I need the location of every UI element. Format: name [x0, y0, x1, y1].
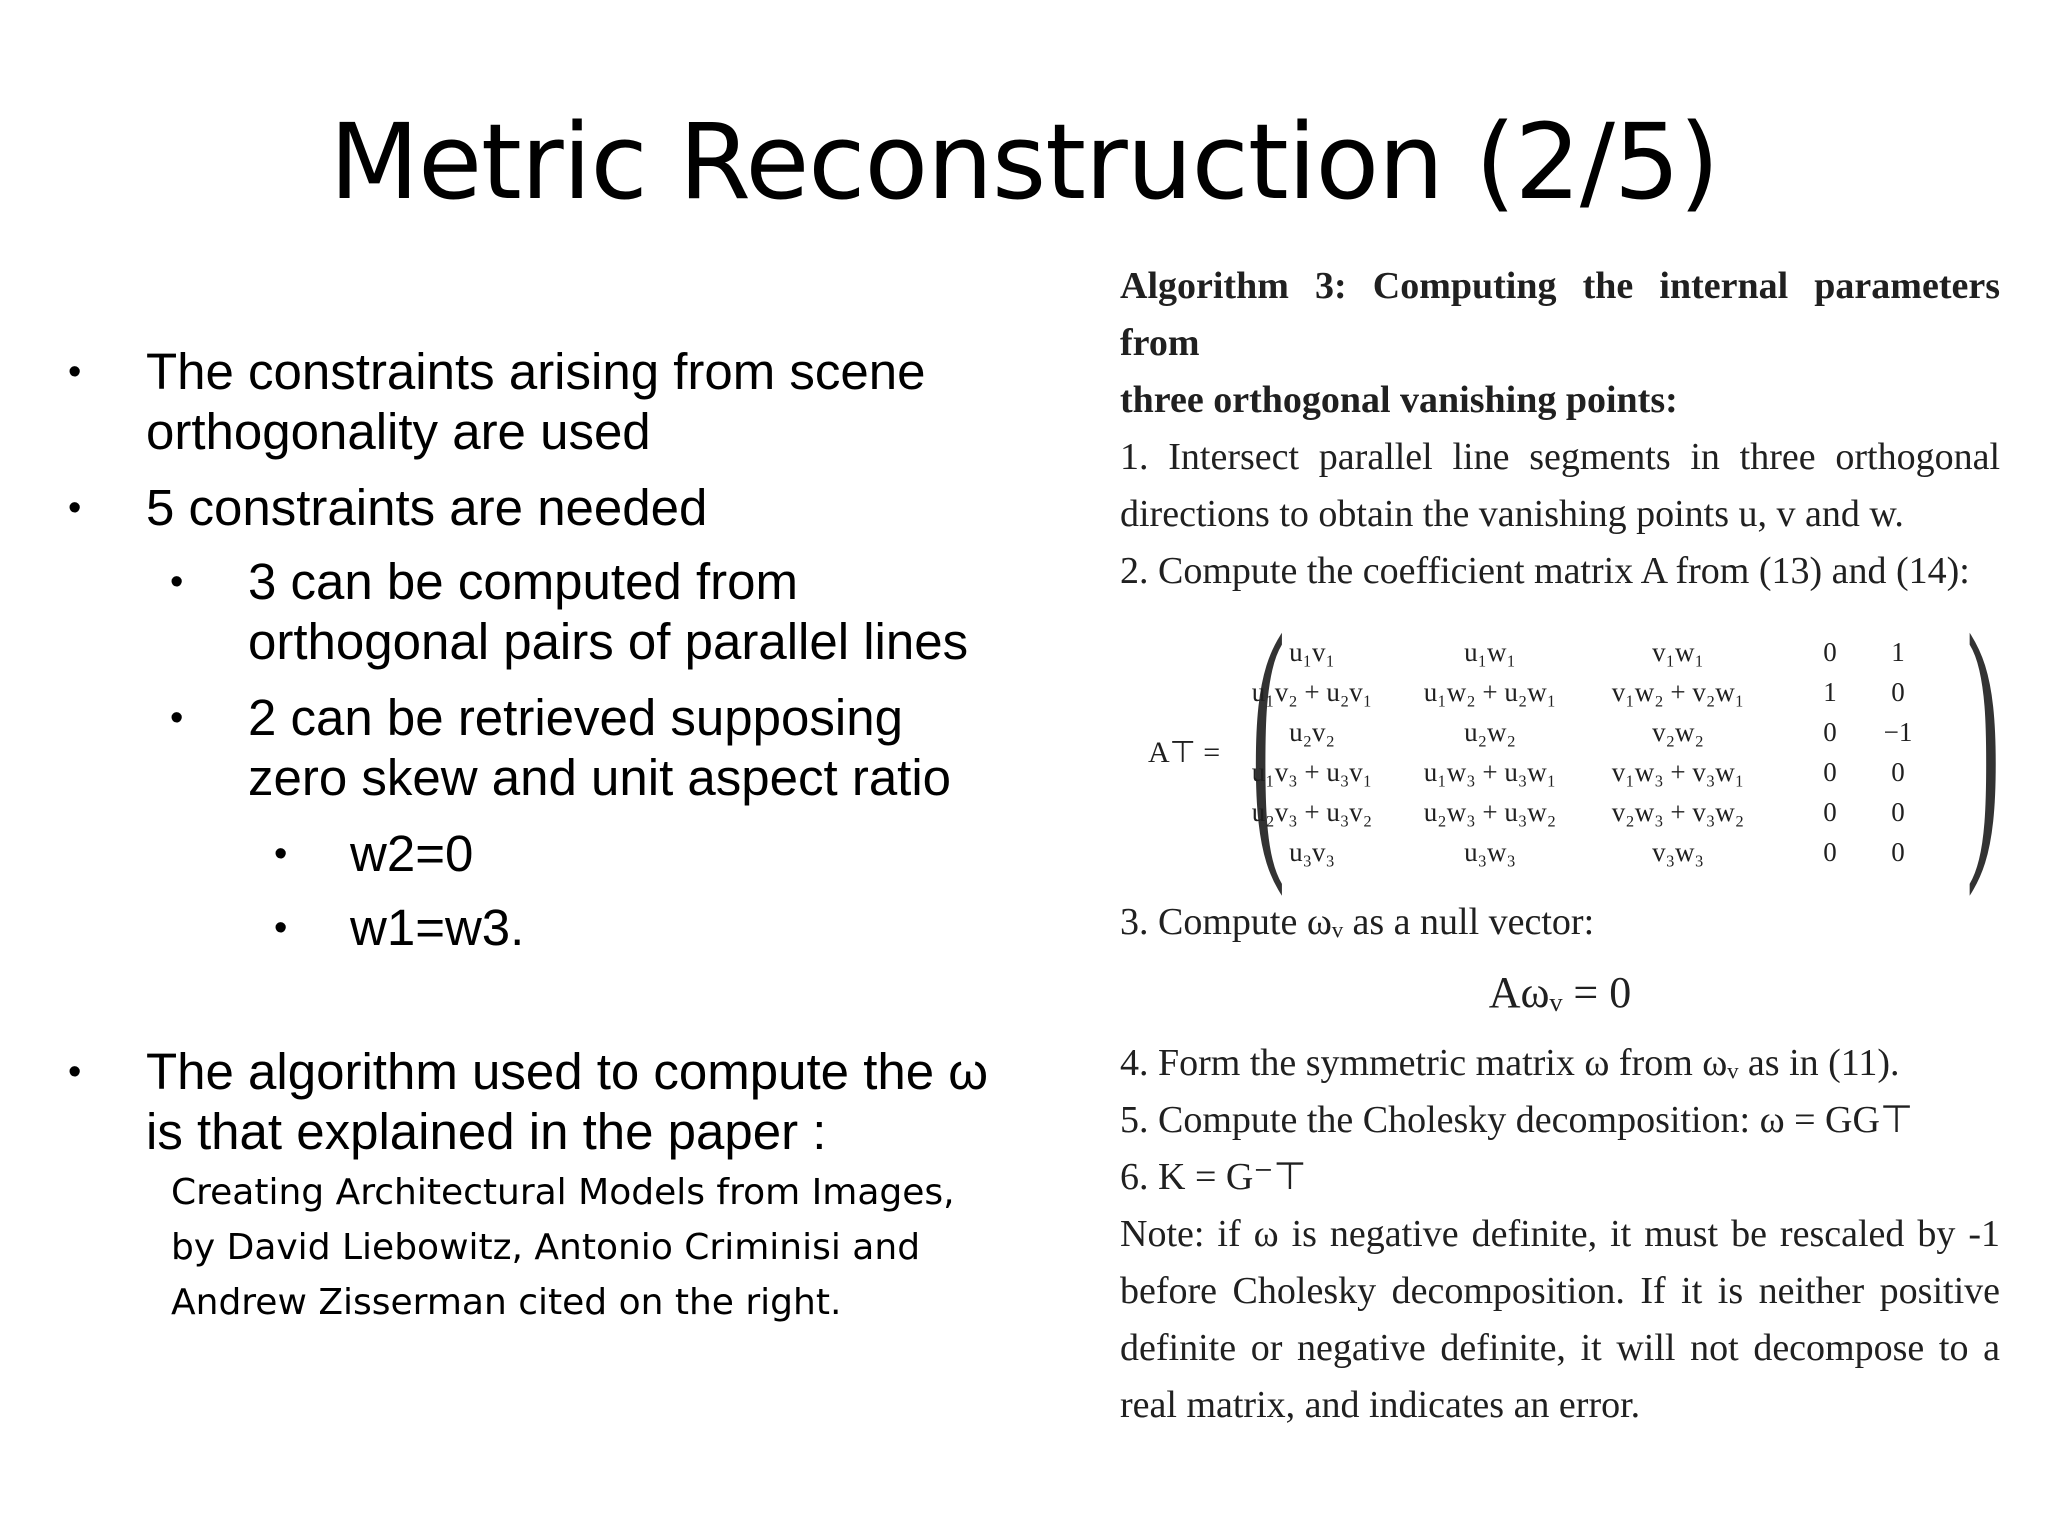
paper-reference-line-2: by David Liebowitz, Antonio Criminisi and [171, 1227, 921, 1268]
bullet-dot: • [68, 487, 82, 529]
algorithm-excerpt [1120, 258, 2000, 1434]
algorithm-step-4: 4. Form the symmetric matrix ω from ωᵥ as in (11). [1120, 1042, 1900, 1084]
matrix-right-bracket: ) [1966, 576, 2001, 897]
matrix-cell: u₁v₃ + u₃v₁ [1251, 757, 1373, 787]
matrix-cell: 0 [1823, 757, 1837, 787]
paper-reference-line-3: Andrew Zisserman cited on the right. [171, 1282, 842, 1323]
bullet-dot: • [170, 561, 184, 603]
bullet-2: 5 constraints are needed [146, 479, 708, 536]
bullet-3-line-1: The algorithm used to compute the ω [146, 1043, 989, 1100]
matrix-cell: u₁v₂ + u₂v₁ [1251, 677, 1373, 707]
matrix-cell: v₁w₁ [1652, 637, 1704, 667]
algorithm-step-3: 3. Compute ωᵥ as a null vector: [1120, 901, 1595, 943]
bullet-dot: • [274, 833, 288, 875]
null-vector-equation: Aωᵥ = 0 [1488, 968, 1632, 1017]
matrix-cell: 0 [1891, 757, 1905, 787]
matrix-cell: v₁w₂ + v₂w₁ [1611, 677, 1745, 707]
matrix-cell: u₂w₂ [1464, 717, 1516, 747]
algorithm-heading-line-1: Algorithm 3: Computing the internal parameters from [1120, 265, 2000, 364]
algorithm-note: Note: if ω is negative definite, it must be rescaled by -1 before Cholesky decomposition. If it is neither positive definite or negative definite, it will not decompose to a real matrix, and indicates an error. [1120, 1213, 2000, 1426]
algorithm-step-2: 2. Compute the coefficient matrix A from (13) and (14): [1120, 550, 1970, 592]
matrix-cell: 0 [1823, 797, 1837, 827]
paper-reference [171, 1165, 955, 1330]
bullet-2b-ii: w1=w3. [350, 899, 525, 956]
matrix-cell: −1 [1883, 717, 1913, 747]
bullet-2b-line-2: zero skew and unit aspect ratio [248, 749, 952, 806]
matrix-left-bracket: ( [1251, 576, 1286, 897]
matrix-cell: u₃v₃ [1289, 837, 1335, 867]
matrix-cell: 0 [1891, 797, 1905, 827]
bullet-3-line-2: is that explained in the paper : [146, 1103, 827, 1160]
algorithm-step-5: 5. Compute the Cholesky decomposition: ω = GG⊤ [1120, 1099, 1914, 1141]
matrix-cell: v₁w₃ + v₃w₁ [1611, 757, 1745, 787]
paper-reference-line-1: Creating Architectural Models from Images, [171, 1172, 955, 1213]
matrix-cell: u₁w₁ [1464, 637, 1516, 667]
matrix-cell: v₂w₃ + v₃w₂ [1611, 797, 1745, 827]
matrix-cell: u₁w₃ + u₃w₁ [1423, 757, 1557, 787]
matrix-cell: 1 [1823, 677, 1837, 707]
bullet-dot: • [274, 907, 288, 949]
matrix-cell: v₃w₃ [1652, 837, 1704, 867]
matrix-cell: 0 [1891, 677, 1905, 707]
matrix-cell: v₂w₂ [1652, 717, 1704, 747]
matrix-cell: 0 [1823, 837, 1837, 867]
matrix-cell: 0 [1891, 837, 1905, 867]
bullet-dot: • [170, 697, 184, 739]
matrix-cell: u₁v₁ [1289, 637, 1335, 667]
bullet-2b-line-1: 2 can be retrieved supposing [248, 689, 903, 746]
matrix-cell: u₂v₂ [1289, 717, 1335, 747]
slide-title: Metric Reconstruction (2/5) [329, 101, 1719, 223]
coefficient-matrix [1120, 576, 2001, 897]
algorithm-step-1: 1. Intersect parallel line segments in three orthogonal directions to obtain the vanishing points u, v and w. [1120, 436, 2000, 535]
bullet-dot: • [68, 351, 82, 393]
matrix-label: A⊤ = [1148, 736, 1221, 769]
matrix-cell: u₃w₃ [1464, 837, 1516, 867]
matrix-cell: u₁w₂ + u₂w₁ [1423, 677, 1557, 707]
algorithm-heading-line-2: three orthogonal vanishing points: [1120, 379, 1678, 421]
matrix-cell: 0 [1823, 717, 1837, 747]
bullet-dot: • [68, 1051, 82, 1093]
algorithm-step-6: 6. K = G⁻⊤ [1120, 1156, 1307, 1198]
bullet-2a-line-2: orthogonal pairs of parallel lines [248, 613, 969, 670]
matrix-cell: u₂w₃ + u₃w₂ [1423, 797, 1557, 827]
bullet-1-line-2: orthogonality are used [146, 403, 651, 460]
bullet-2a-line-1: 3 can be computed from [248, 553, 798, 610]
bullet-2b-i: w2=0 [350, 825, 474, 882]
matrix-cell: 0 [1823, 637, 1837, 667]
bullet-1-line-1: The constraints arising from scene [146, 343, 926, 400]
matrix-cell: 1 [1891, 637, 1905, 667]
matrix-cell: u₂v₃ + u₃v₂ [1251, 797, 1373, 827]
